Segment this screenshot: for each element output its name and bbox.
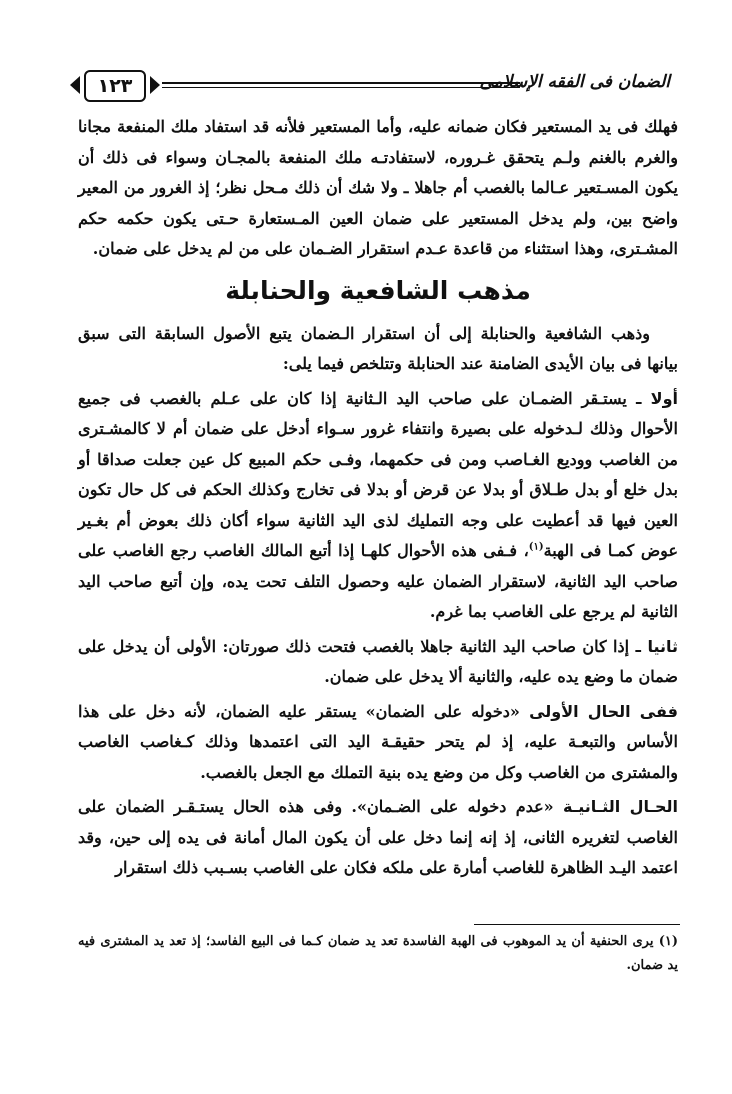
footnote: (١) يرى الحنفية أن يد الموهوب فى الهبة الفاسدة تعد يد ضمان كـما فى البيع الفاسد؛ إذ تعد يد المشترى فيه يد ضمان. [78, 934, 678, 973]
header-rule-thin [162, 87, 520, 88]
footnote-ref: (١) [528, 541, 544, 553]
first-lead: أولا ـ [636, 388, 678, 408]
page-body [78, 112, 678, 884]
footnote-rule [474, 924, 680, 925]
page-number-left-ornament [70, 76, 80, 94]
page-number-box [70, 70, 160, 100]
first-text-after: ، فـفى هذه الأحوال كلهـا إذا أتبع المالك الغاصب رجع الغاصب على صاحب اليد الثانية، لاستقرار الضمان عليه وحصول التلف تحت يده، وإن أتبع صاحب اليد الثانية لم يرجع على الغاصب بما غرم. [78, 541, 678, 621]
case2-lead: الحـال الثـانيـة [563, 797, 678, 816]
second-text: إذا كان صاحب اليد الثانية جاهلا بالغصب فتحت ذلك صورتان: الأولى أن يدخل على ضمان ما وضع يده عليه، والثانية ألا يدخل على ضمان. [78, 636, 678, 686]
paragraph-second [78, 632, 678, 693]
case1-lead: ففى الحال الأولى [529, 701, 678, 721]
paragraph-first [78, 384, 678, 628]
second-lead: ثانيا ـ [635, 636, 679, 656]
paragraph-intro: فهلك فى يد المستعير فكان ضمانه عليه، وأما المستعير فلأنه قد استفاد ملك المنفعة مجانا والغرم بالغنم ولـم يتحقق غـروره، لاستفادتـه ملك المنفعة بالمجـان وسواء فى ذلك أن يكون المسـتعير عـالما بالغصب أم جاهلا ـ ولا شك أن ذلك مـحل نظر؛ إذ الغرور من المعير واضح بين، ولم يدخل المستعير على ضمان العين المـستعارة حـتى يكون حكمه حكم المشـترى، وهذا استثناء من قاعدة عـدم استقرار الضـمان على من لم يدخل على ضمان. [78, 117, 678, 258]
page-number: ١٢٣ [84, 70, 146, 102]
case1-text: «دخوله على الضمان» يستقر عليه الضمان، لأنه دخل على هذا الأساس والتبعـة عليه، إذ لم يتحر حقيقـة اليد التى اعتمدها وذلك كـغاصب الغاصب والمشترى من الغاصب وكل من وضع يده بنية التملك مع الجعل بالغصب. [78, 701, 678, 782]
running-title: الضمان فى الفقه الإسلامى [479, 72, 670, 92]
paragraph-case2 [78, 792, 678, 884]
first-text: يستـقر الضمـان على صاحب اليد الـثانية إذا كان على عـلم بالغصب فى جميع الأحوال وذلك لـدخوله على بصيرة وانتفاء غرور سـواء أدخل على ضمان أم لا كالمشـترى من الغاصب ووديع الغـاصب ومن فى حكمهما، وفـى حكم المبيع كل عين جعلت صداقا أو بدل خلع أو بدل طـلاق أو بدلا عن قرض أو بدلا فى تخارج وكذلك الحكم فى كل حال تكون العين فيها قد أعطيت على وجه التمليك لذى اليد الثانية سواء أكان ذلك بعوض أم بغـير عوض كمـا فى الهبة [78, 388, 678, 560]
page-number-right-ornament [150, 76, 160, 94]
case2-text: «عدم دخوله على الضـمان». وفى هذه الحال يستـقـر الضمان على الغاصب لتغريره الثانى، إذ إنه إنما دخل على أن يكون المال أمانة فى يده إلى حين، وقد اعتمد اليـد الظاهرة للغاصب أمارة على ملكه فكان على الغاصب بسـبب ذلك استقرار [78, 797, 678, 877]
paragraph-shafii: وذهب الشافعية والحنابلة إلى أن استقرار الـضمان يتبع الأصول السابقة التى سبق بيانها فى بيان الأيدى الضامنة عند الحنابلة وتتلخص فيما يلى: [78, 323, 678, 373]
header-rule [162, 82, 520, 84]
section-heading: مذهب الشافعية والحنابلة [225, 275, 531, 305]
page-header [70, 70, 670, 104]
paragraph-case1 [78, 697, 678, 789]
